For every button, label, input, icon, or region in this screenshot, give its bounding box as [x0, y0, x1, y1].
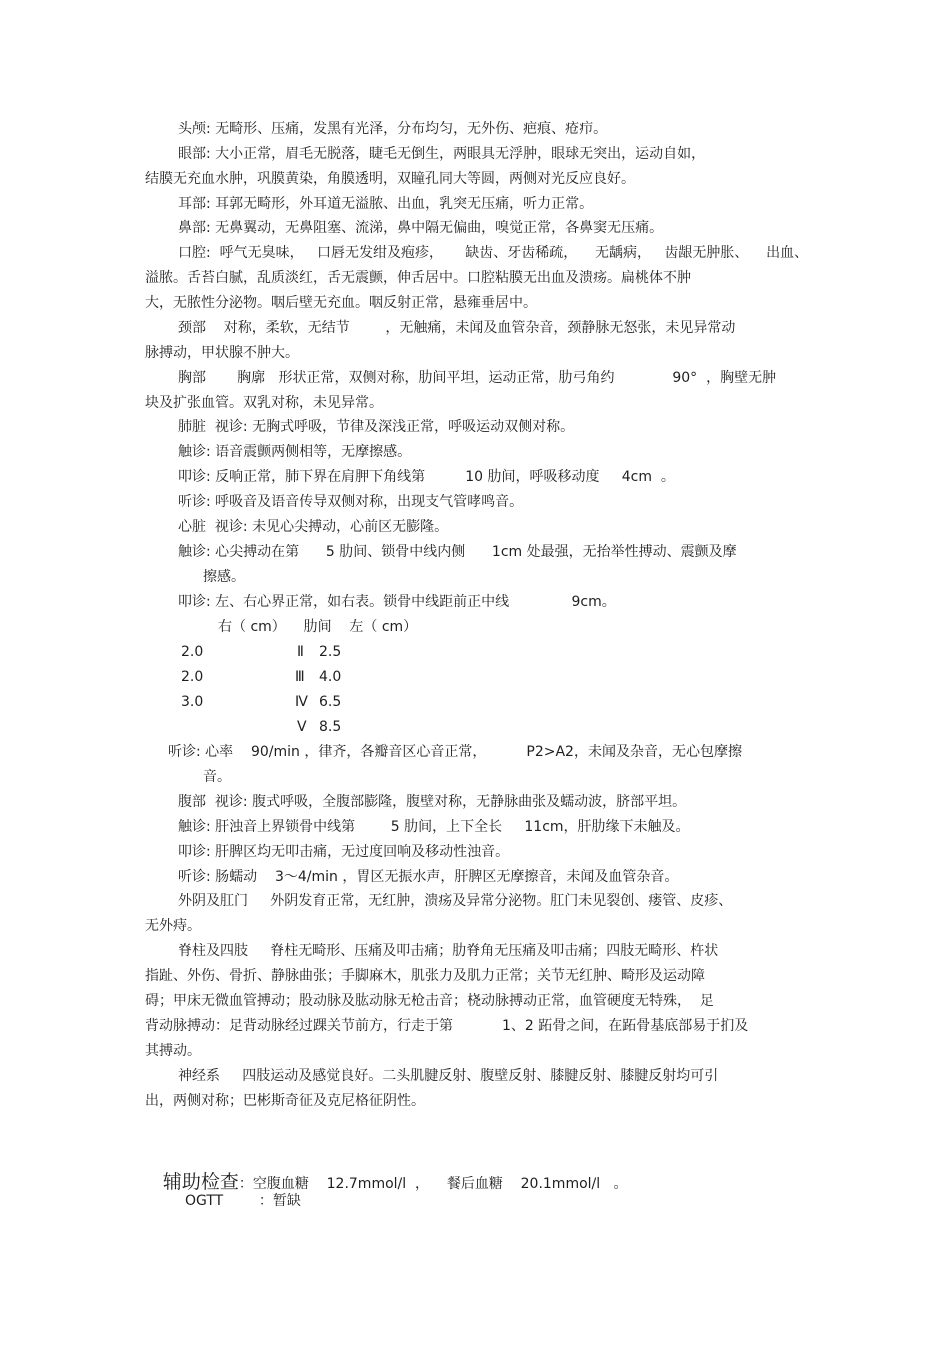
heart-table-right: 3.0 [181, 694, 204, 710]
exam-lung-percussion: 叩诊: 反响正常，肺下界在肩胛下角线第 10 肋间，呼吸移动度 4cm 。 [178, 469, 675, 485]
exam-lung-auscultation: 听诊: 呼吸音及语音传导双侧对称，出现支气管哮鸣音。 [178, 494, 524, 510]
exam-mouth-line2: 溢脓。舌苔白腻，乱质淡红，舌无震颤，伸舌居中。口腔粘膜无出血及溃疡。扁桃体不肿 [145, 270, 691, 286]
exam-abdomen-percussion: 叩诊: 肝脾区均无叩击痛，无过度回响及移动性浊音。 [178, 844, 510, 860]
exam-spine-line4: 背动脉搏动：足背动脉经过踝关节前方，行走于第 1、2 跖骨之间，在跖骨基底部易于扪及 [145, 1018, 749, 1034]
exam-neck-line1: 颈部 对称，柔软，无结节 ，无触痛，未闻及血管杂音，颈静脉无怒张，未见异常动 [178, 320, 736, 336]
aux-exam-ogtt: OGTT ：暂缺 [185, 1193, 301, 1209]
exam-spine-line2: 指趾、外伤、骨折、静脉曲张；手脚麻木，肌张力及肌力正常；关节无红肿、畸形及运动障 [145, 968, 705, 984]
exam-heart-inspection: 心脏 视诊: 未见心尖搏动，心前区无膨隆。 [178, 519, 449, 535]
exam-heart-auscultation-line2: 音。 [203, 769, 231, 785]
exam-lung-inspection: 肺脏 视诊: 无胸式呼吸，节律及深浅正常，呼吸运动双侧对称。 [178, 419, 575, 435]
heart-table-header: 右（ cm） 肋间 左（ cm） [218, 619, 418, 635]
exam-head: 头颅: 无畸形、压痛，发黑有光泽，分布均匀，无外伤、疤痕、疮疖。 [178, 121, 608, 137]
exam-ears: 耳部: 耳郭无畸形，外耳道无溢脓、出血，乳突无压痛，听力正常。 [178, 196, 594, 212]
exam-chest-line2: 块及扩张血管。双乳对称，未见异常。 [145, 395, 383, 411]
exam-heart-palpation-line2: 擦感。 [203, 569, 245, 585]
exam-neuro-line1: 神经系 四肢运动及感觉良好。二头肌腱反射、腹壁反射、膝腱反射、膝腱反射均可引 [178, 1068, 719, 1084]
heart-table-left: 8.5 [319, 719, 342, 735]
exam-mouth-line1: 口腔: 呼气无臭味， 口唇无发绀及疱疹， 缺齿、牙齿稀疏， 无龋病， 齿龈无肿胀、 出血、 [178, 245, 809, 261]
heart-table-left: 2.5 [319, 644, 342, 660]
exam-genital-line1: 外阴及肛门 外阴发育正常，无红肿，溃疡及异常分泌物。肛门未见裂创、瘘管、皮疹、 [178, 893, 733, 909]
exam-abdomen-auscultation: 听诊: 肠蠕动 3～4/min ，胃区无振水声，肝脾区无摩擦音，未闻及血管杂音。 [178, 869, 679, 885]
exam-spine-line1: 脊柱及四肢 脊柱无畸形、压痛及叩击痛；肋脊角无压痛及叩击痛；四肢无畸形、杵状 [178, 943, 719, 959]
heart-table-right: 2.0 [181, 644, 204, 660]
exam-neck-line2: 脉搏动，甲状腺不肿大。 [145, 345, 299, 361]
exam-spine-line5: 其搏动。 [145, 1043, 201, 1059]
exam-abdomen-palpation: 触诊: 肝浊音上界锁骨中线第 5 肋间，上下全长 11cm，肝肋缘下未触及。 [178, 819, 690, 835]
heart-table-rib: Ⅴ [297, 719, 307, 735]
exam-heart-percussion: 叩诊: 左、右心界正常，如右表。锁骨中线距前正中线 9cm。 [178, 594, 616, 610]
exam-mouth-line3: 大，无脓性分泌物。咽后壁无充血。咽反射正常，悬雍垂居中。 [145, 295, 537, 311]
exam-eyes-line1: 眼部: 大小正常，眉毛无脱落，睫毛无倒生，两眼具无浮肿，眼球无突出，运动自如， [178, 146, 706, 162]
exam-eyes-line2: 结膜无充血水肿，巩膜黄染，角膜透明，双瞳孔同大等圆，两侧对光反应良好。 [145, 171, 635, 187]
exam-heart-palpation-line1: 触诊: 心尖搏动在第 5 肋间、锁骨中线内侧 1cm 处最强，无抬举性搏动、震颤及摩 [178, 544, 737, 560]
exam-nose: 鼻部: 无鼻翼动，无鼻阻塞、流涕，鼻中隔无偏曲，嗅觉正常，各鼻窦无压痛。 [178, 220, 664, 236]
exam-lung-palpation: 触诊: 语音震颤两侧相等，无摩擦感。 [178, 444, 412, 460]
heart-table-right: 2.0 [181, 669, 204, 685]
exam-spine-line3: 碍；甲床无微血管搏动；股动脉及肱动脉无枪击音；桡动脉搏动正常，血管硬度无特殊， 足 [145, 993, 714, 1009]
heart-table-left: 4.0 [319, 669, 342, 685]
exam-chest-line1: 胸部 胸廓 形状正常，双侧对称，肋间平坦，运动正常，肋弓角约 90° ，胸壁无肿 [178, 370, 777, 386]
aux-exam-title: 辅助检查 [162, 1171, 239, 1193]
exam-abdomen-inspection: 腹部 视诊: 腹式呼吸，全腹部膨隆，腹壁对称，无静脉曲张及蠕动波，脐部平坦。 [178, 794, 687, 810]
exam-neuro-line2: 出，两侧对称；巴彬斯奇征及克尼格征阴性。 [145, 1093, 425, 1109]
heart-table-rib: Ⅲ [295, 669, 305, 685]
aux-exam-glucose: ：空腹血糖 12.7mmol/l ， 餐后血糖 20.1mmol/l 。 [238, 1176, 628, 1192]
heart-table-rib: Ⅱ [297, 644, 304, 660]
exam-heart-auscultation-line1: 听诊: 心率 90/min ，律齐，各瓣音区心音正常， P2>A2，未闻及杂音，无心包摩擦 [168, 744, 742, 760]
heart-table-rib: Ⅳ [295, 694, 308, 710]
exam-genital-line2: 无外痔。 [145, 918, 201, 934]
heart-table-left: 6.5 [319, 694, 342, 710]
